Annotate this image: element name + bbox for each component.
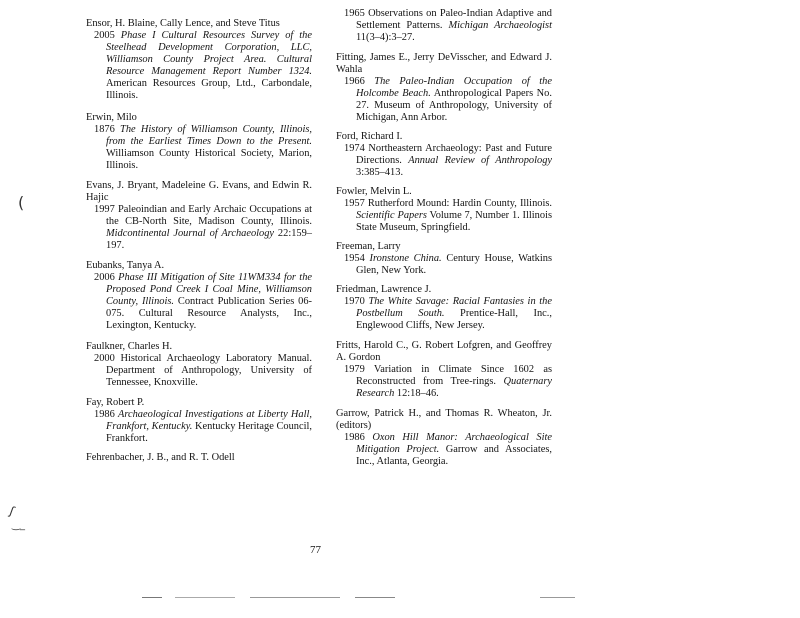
page-number: 77: [310, 544, 321, 556]
citation-text: Anthropological Papers No. 27. Museum of Anthropology, University of Michigan, Ann Arbor.: [356, 88, 552, 123]
left-column: [86, 10, 312, 464]
bibliography-entry: [86, 452, 312, 464]
entry-author: Ford, Richard I.: [336, 131, 403, 142]
bibliography-entry: [86, 397, 312, 445]
citation-title: The White Savage: Racial Fantasies in the Postbellum South.: [356, 296, 552, 319]
citation-year: 1986: [94, 409, 115, 420]
scan-artifact: [355, 597, 395, 598]
citation-year: 1954: [344, 253, 365, 264]
bibliography-entry: [336, 131, 552, 179]
citation-text: Paleoindian and Early Archaic Occupations at the CB-North Site, Madison County, Illinois.: [106, 204, 312, 227]
citation-text: Variation in Climate Since 1602 as Reconstructed from Tree-rings.: [356, 364, 552, 387]
entry-author: Erwin, Milo: [86, 112, 137, 123]
entry-author: Faulkner, Charles H.: [86, 341, 173, 352]
citation-text: Volume 7, Number 1. Illinois State Museum, Springfield.: [356, 210, 553, 233]
citation-title: Quaternary Research: [356, 376, 552, 399]
citation-text: Prentice-Hall, Inc., Englewood Cliffs, New Jersey.: [356, 308, 552, 331]
bibliography-entry: [86, 18, 312, 102]
citation-text: Northeastern Archaeology: Past and Future Directions.: [356, 143, 552, 166]
entry-citation: [344, 296, 552, 332]
bibliography-entry: [336, 241, 552, 277]
citation-text: Observations on Paleo-Indian Adaptive and Settlement Patterns.: [356, 8, 552, 31]
citation-year: 2005: [94, 30, 115, 41]
entry-author: Garrow, Patrick H., and Thomas R. Wheaton, Jr. (editors): [336, 408, 552, 431]
bibliography-entry: [336, 284, 552, 332]
bibliography-entry: [86, 260, 312, 332]
citation-title: Phase III Mitigation of Site 11WM334 for the Proposed Pond Creek I Coal Mine, Williamson County, Illinois.: [106, 272, 312, 307]
citation-title: The History of Williamson County, Illinois, from the Earliest Times Down to the Present.: [106, 124, 312, 147]
citation-text: Williamson County Historical Society, Marion, Illinois.: [106, 148, 312, 171]
citation-title: Annual Review of Anthropology: [408, 155, 552, 166]
citation-year: 1966: [344, 76, 365, 87]
scan-bracket-mark: (: [18, 193, 25, 212]
entry-author: Fay, Robert P.: [86, 397, 145, 408]
citation-year: 1970: [344, 296, 365, 307]
entry-author: Ensor, H. Blaine, Cally Lence, and Steve Titus: [86, 18, 280, 29]
entry-author: Eubanks, Tanya A.: [86, 260, 165, 271]
citation-year: 1957: [344, 198, 365, 209]
citation-year: 1997: [94, 204, 115, 215]
citation-title: Phase I Cultural Resources Survey of the Steelhead Development Corporation, LLC, Williamson County Project Area. Cultural Resource Management Report Number 1324.: [106, 30, 312, 77]
entry-citation: [344, 8, 552, 44]
bibliography-entry: [336, 8, 552, 44]
entry-citation: [344, 432, 552, 468]
scan-squiggle-mark: ʃ: [7, 503, 17, 519]
citation-title: The Paleo-Indian Occupation of the Holcombe Beach.: [356, 76, 552, 99]
entry-author: Evans, J. Bryant, Madeleine G. Evans, and Edwin R. Hajic: [86, 180, 312, 203]
citation-text: Contract Publication Series 06-075. Cultural Resource Analysts, Inc., Lexington, Kentucky.: [106, 296, 312, 331]
scan-artifact: [250, 597, 340, 598]
entry-citation: [344, 364, 552, 400]
bibliography-entry: [86, 112, 312, 172]
entry-citation: [344, 143, 552, 179]
scan-artifact: [175, 597, 235, 598]
scan-artifact: [142, 597, 162, 598]
citation-text: Historical Archaeology Laboratory Manual. Department of Anthropology, University of Tennessee, Knoxville.: [106, 353, 312, 388]
citation-year: 1979: [344, 364, 365, 375]
entry-citation: [344, 253, 552, 277]
entry-author: Fitting, James E., Jerry DeVisscher, and Edward J. Wahla: [336, 52, 552, 75]
entry-citation: [94, 124, 312, 172]
citation-year: 2000: [94, 353, 115, 364]
citation-title: Michigan Archaeologist: [448, 20, 552, 31]
citation-text: Garrow and Associates, Inc., Atlanta, Georgia.: [356, 444, 552, 467]
bibliography-entry: [336, 186, 552, 234]
entry-citation: [344, 76, 552, 124]
entry-author: Fowler, Melvin L.: [336, 186, 412, 197]
entry-citation: [344, 198, 552, 234]
citation-title: Oxon Hill Manor: Archaeological Site Mitigation Project.: [356, 432, 552, 455]
right-column: [336, 0, 552, 468]
citation-text: American Resources Group, Ltd., Carbondale, Illinois.: [106, 78, 312, 101]
citation-text: Rutherford Mound: Hardin County, Illinois.: [367, 198, 552, 209]
citation-text: Kentucky Heritage Council, Frankfort.: [106, 421, 312, 444]
scan-underscore-mark: ‿_: [12, 520, 26, 531]
citation-title: Midcontinental Journal of Archaeology: [106, 228, 275, 239]
entry-citation: [94, 409, 312, 445]
citation-year: 1876: [94, 124, 115, 135]
bibliography-entry: [336, 408, 552, 468]
citation-title: Ironstone China.: [369, 253, 442, 264]
scan-artifact: [540, 597, 575, 598]
bibliography-entry: [336, 340, 552, 400]
citation-text: 12:18–46.: [394, 388, 439, 399]
entry-author: Fehrenbacher, J. B., and R. T. Odell: [86, 452, 235, 463]
entry-citation: [94, 30, 312, 102]
citation-year: 1986: [344, 432, 365, 443]
citation-year: 1974: [344, 143, 365, 154]
bibliography-entry: [336, 52, 552, 124]
citation-year: 1965: [344, 8, 365, 19]
citation-text: 22:159–197.: [106, 228, 312, 251]
bibliography-entry: [86, 341, 312, 389]
citation-text: 3:385–413.: [356, 167, 404, 178]
bibliography-entry: [86, 180, 312, 252]
entry-citation: [94, 204, 312, 252]
citation-text: Century House, Watkins Glen, New York.: [356, 253, 552, 276]
entry-author: Friedman, Lawrence J.: [336, 284, 432, 295]
citation-title: Archaeological Investigations at Liberty Hall, Frankfort, Kentucky.: [106, 409, 312, 432]
entry-author: Freeman, Larry: [336, 241, 401, 252]
citation-year: 2006: [94, 272, 115, 283]
entry-citation: [94, 353, 312, 389]
citation-title: Scientific Papers: [356, 210, 427, 221]
entry-citation: [94, 272, 312, 332]
citation-text: 11(3–4):3–27.: [356, 32, 415, 43]
entry-author: Fritts, Harold C., G. Robert Lofgren, and Geoffrey A. Gordon: [336, 340, 552, 363]
